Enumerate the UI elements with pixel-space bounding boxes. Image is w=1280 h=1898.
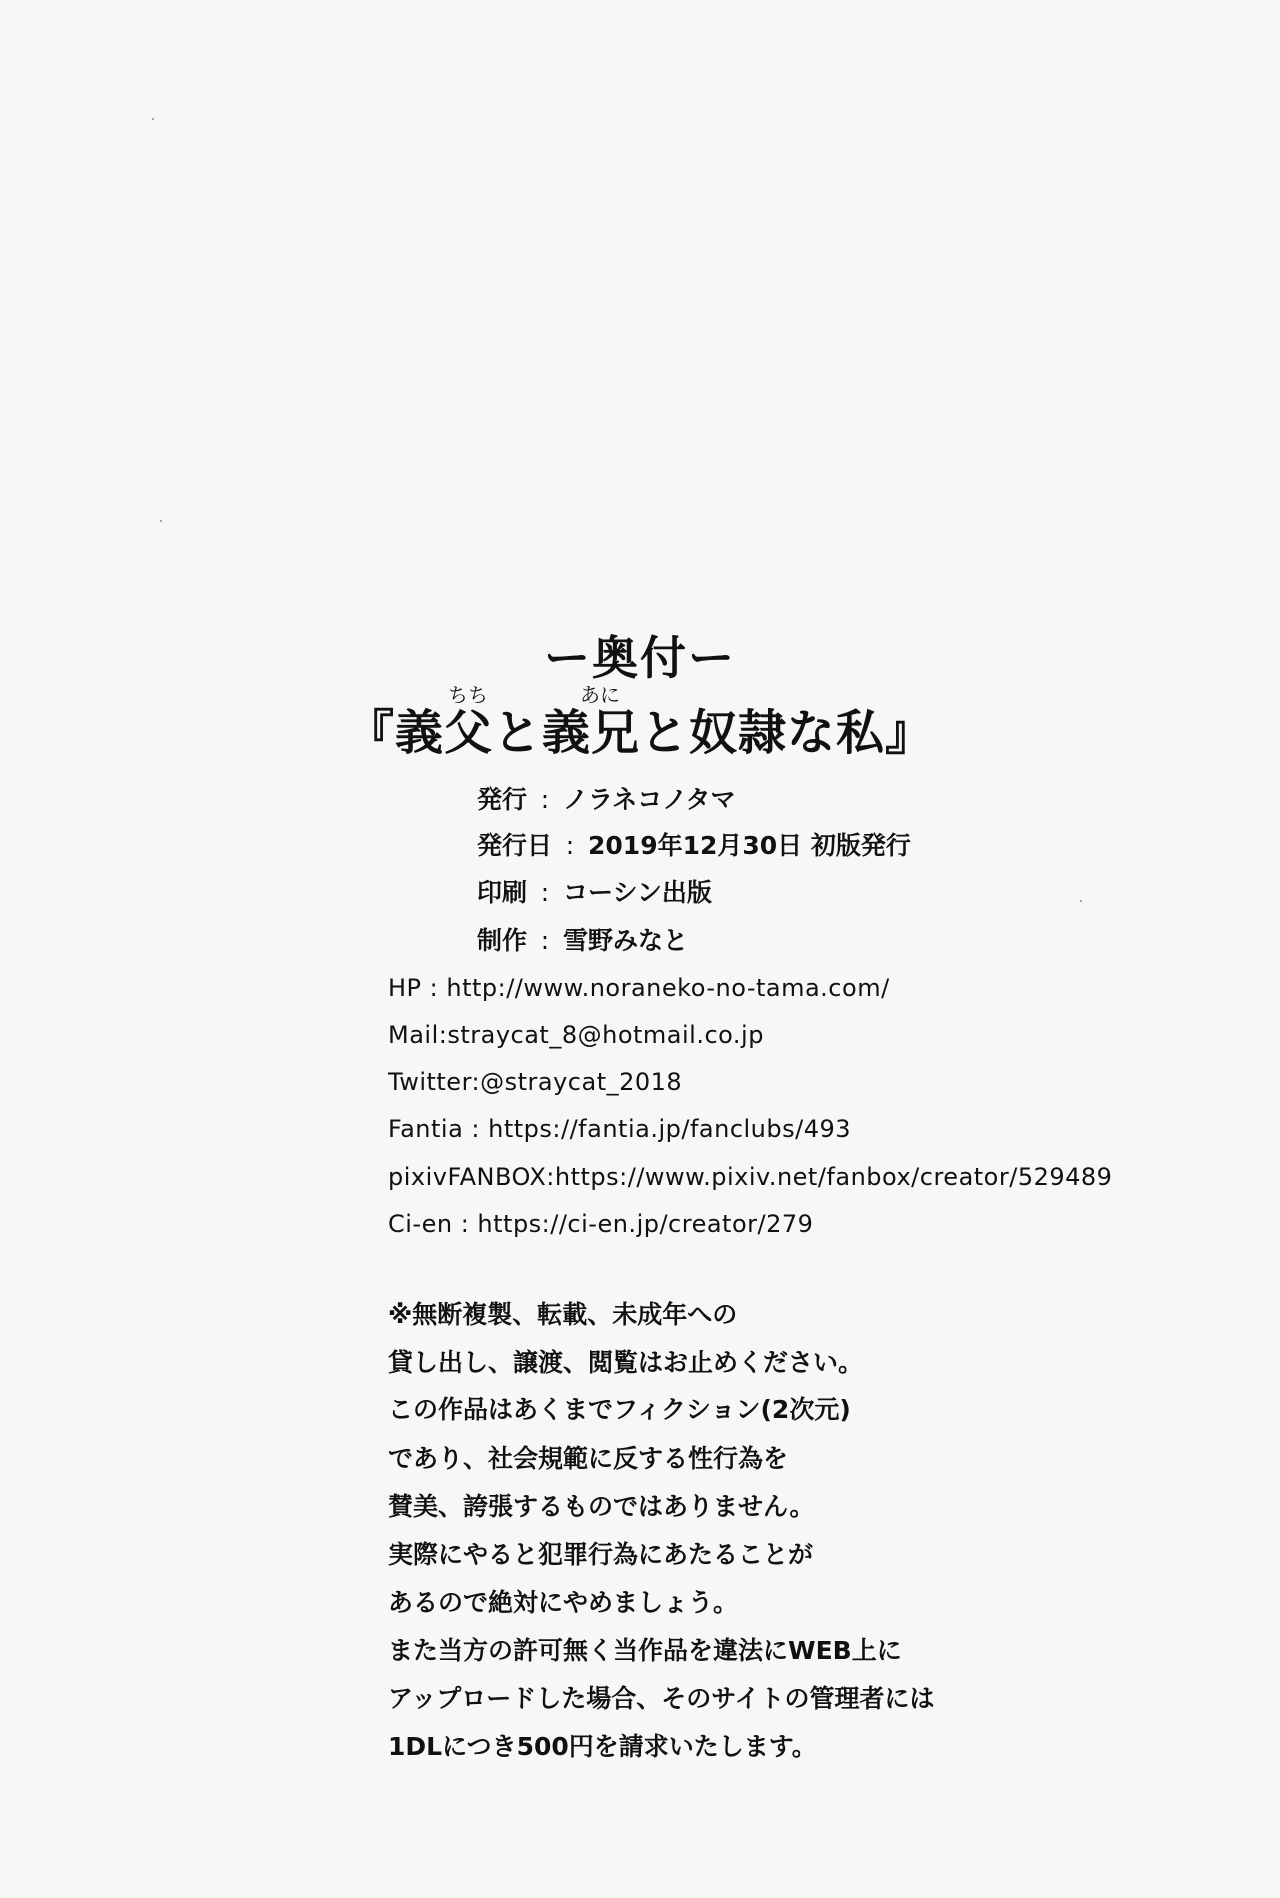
mail-link[interactable]: Mail:straycat_8@hotmail.co.jp <box>388 1021 764 1049</box>
publisher-value: ノラネコノタマ <box>563 785 736 814</box>
paper-speck <box>152 118 154 120</box>
notice-line: 賛美、誇張するものではありません。 <box>388 1492 815 1521</box>
publish-date-label: 発行日 <box>477 831 553 860</box>
publish-date-row <box>477 829 911 863</box>
creator-sep: : <box>540 926 550 955</box>
pixiv-fanbox-link[interactable]: pixivFANBOX:https://www.pixiv.net/fanbox/creator/529489 <box>388 1163 1113 1191</box>
publisher-sep: : <box>540 785 550 814</box>
homepage-link[interactable]: HP : http://www.noraneko-no-tama.com/ <box>388 974 890 1002</box>
book-title: 『義父と義兄と奴隷な私』 <box>345 705 934 761</box>
fantia-link[interactable]: Fantia : https://fantia.jp/fanclubs/493 <box>388 1115 852 1143</box>
notice-line: この作品はあくまでフィクション(2次元) <box>388 1395 851 1424</box>
ruby-brother: あに <box>580 683 620 707</box>
creator-value: 雪野みなと <box>563 926 689 955</box>
creator-label: 制作 <box>477 926 528 955</box>
ci-en-link[interactable]: Ci-en : https://ci-en.jp/creator/279 <box>388 1210 814 1238</box>
notice-line: 貸し出し、譲渡、閲覧はお止めください。 <box>388 1348 864 1377</box>
paper-speck <box>160 520 162 522</box>
ruby-father: ちち <box>448 683 488 707</box>
notice-line: アップロードした場合、そのサイトの管理者には <box>388 1684 935 1713</box>
notice-line: ※無断複製、転載、未成年への <box>388 1300 738 1329</box>
notice-line: であり、社会規範に反する性行為を <box>388 1444 789 1473</box>
notice-line: 実際にやると犯罪行為にあたることが <box>388 1540 814 1569</box>
notice-line: また当方の許可無く当作品を違法にWEB上に <box>388 1636 902 1665</box>
publisher-label: 発行 <box>477 785 528 814</box>
publish-date-sep: : <box>565 831 575 860</box>
printer-sep: : <box>540 878 550 907</box>
publisher-row <box>477 783 736 817</box>
publish-date-value: 2019年12月30日 初版発行 <box>588 831 911 860</box>
creator-row <box>477 924 688 958</box>
twitter-link[interactable]: Twitter:@straycat_2018 <box>388 1068 683 1096</box>
paper-speck <box>1080 900 1082 902</box>
notice-line: あるので絶対にやめましょう。 <box>388 1588 739 1617</box>
printer-row <box>477 876 712 910</box>
printer-value: コーシン出版 <box>563 878 712 907</box>
printer-label: 印刷 <box>477 878 528 907</box>
notice-line: 1DLにつき500円を請求いたします。 <box>388 1732 817 1761</box>
colophon-heading: ー奥付ー <box>544 631 736 685</box>
